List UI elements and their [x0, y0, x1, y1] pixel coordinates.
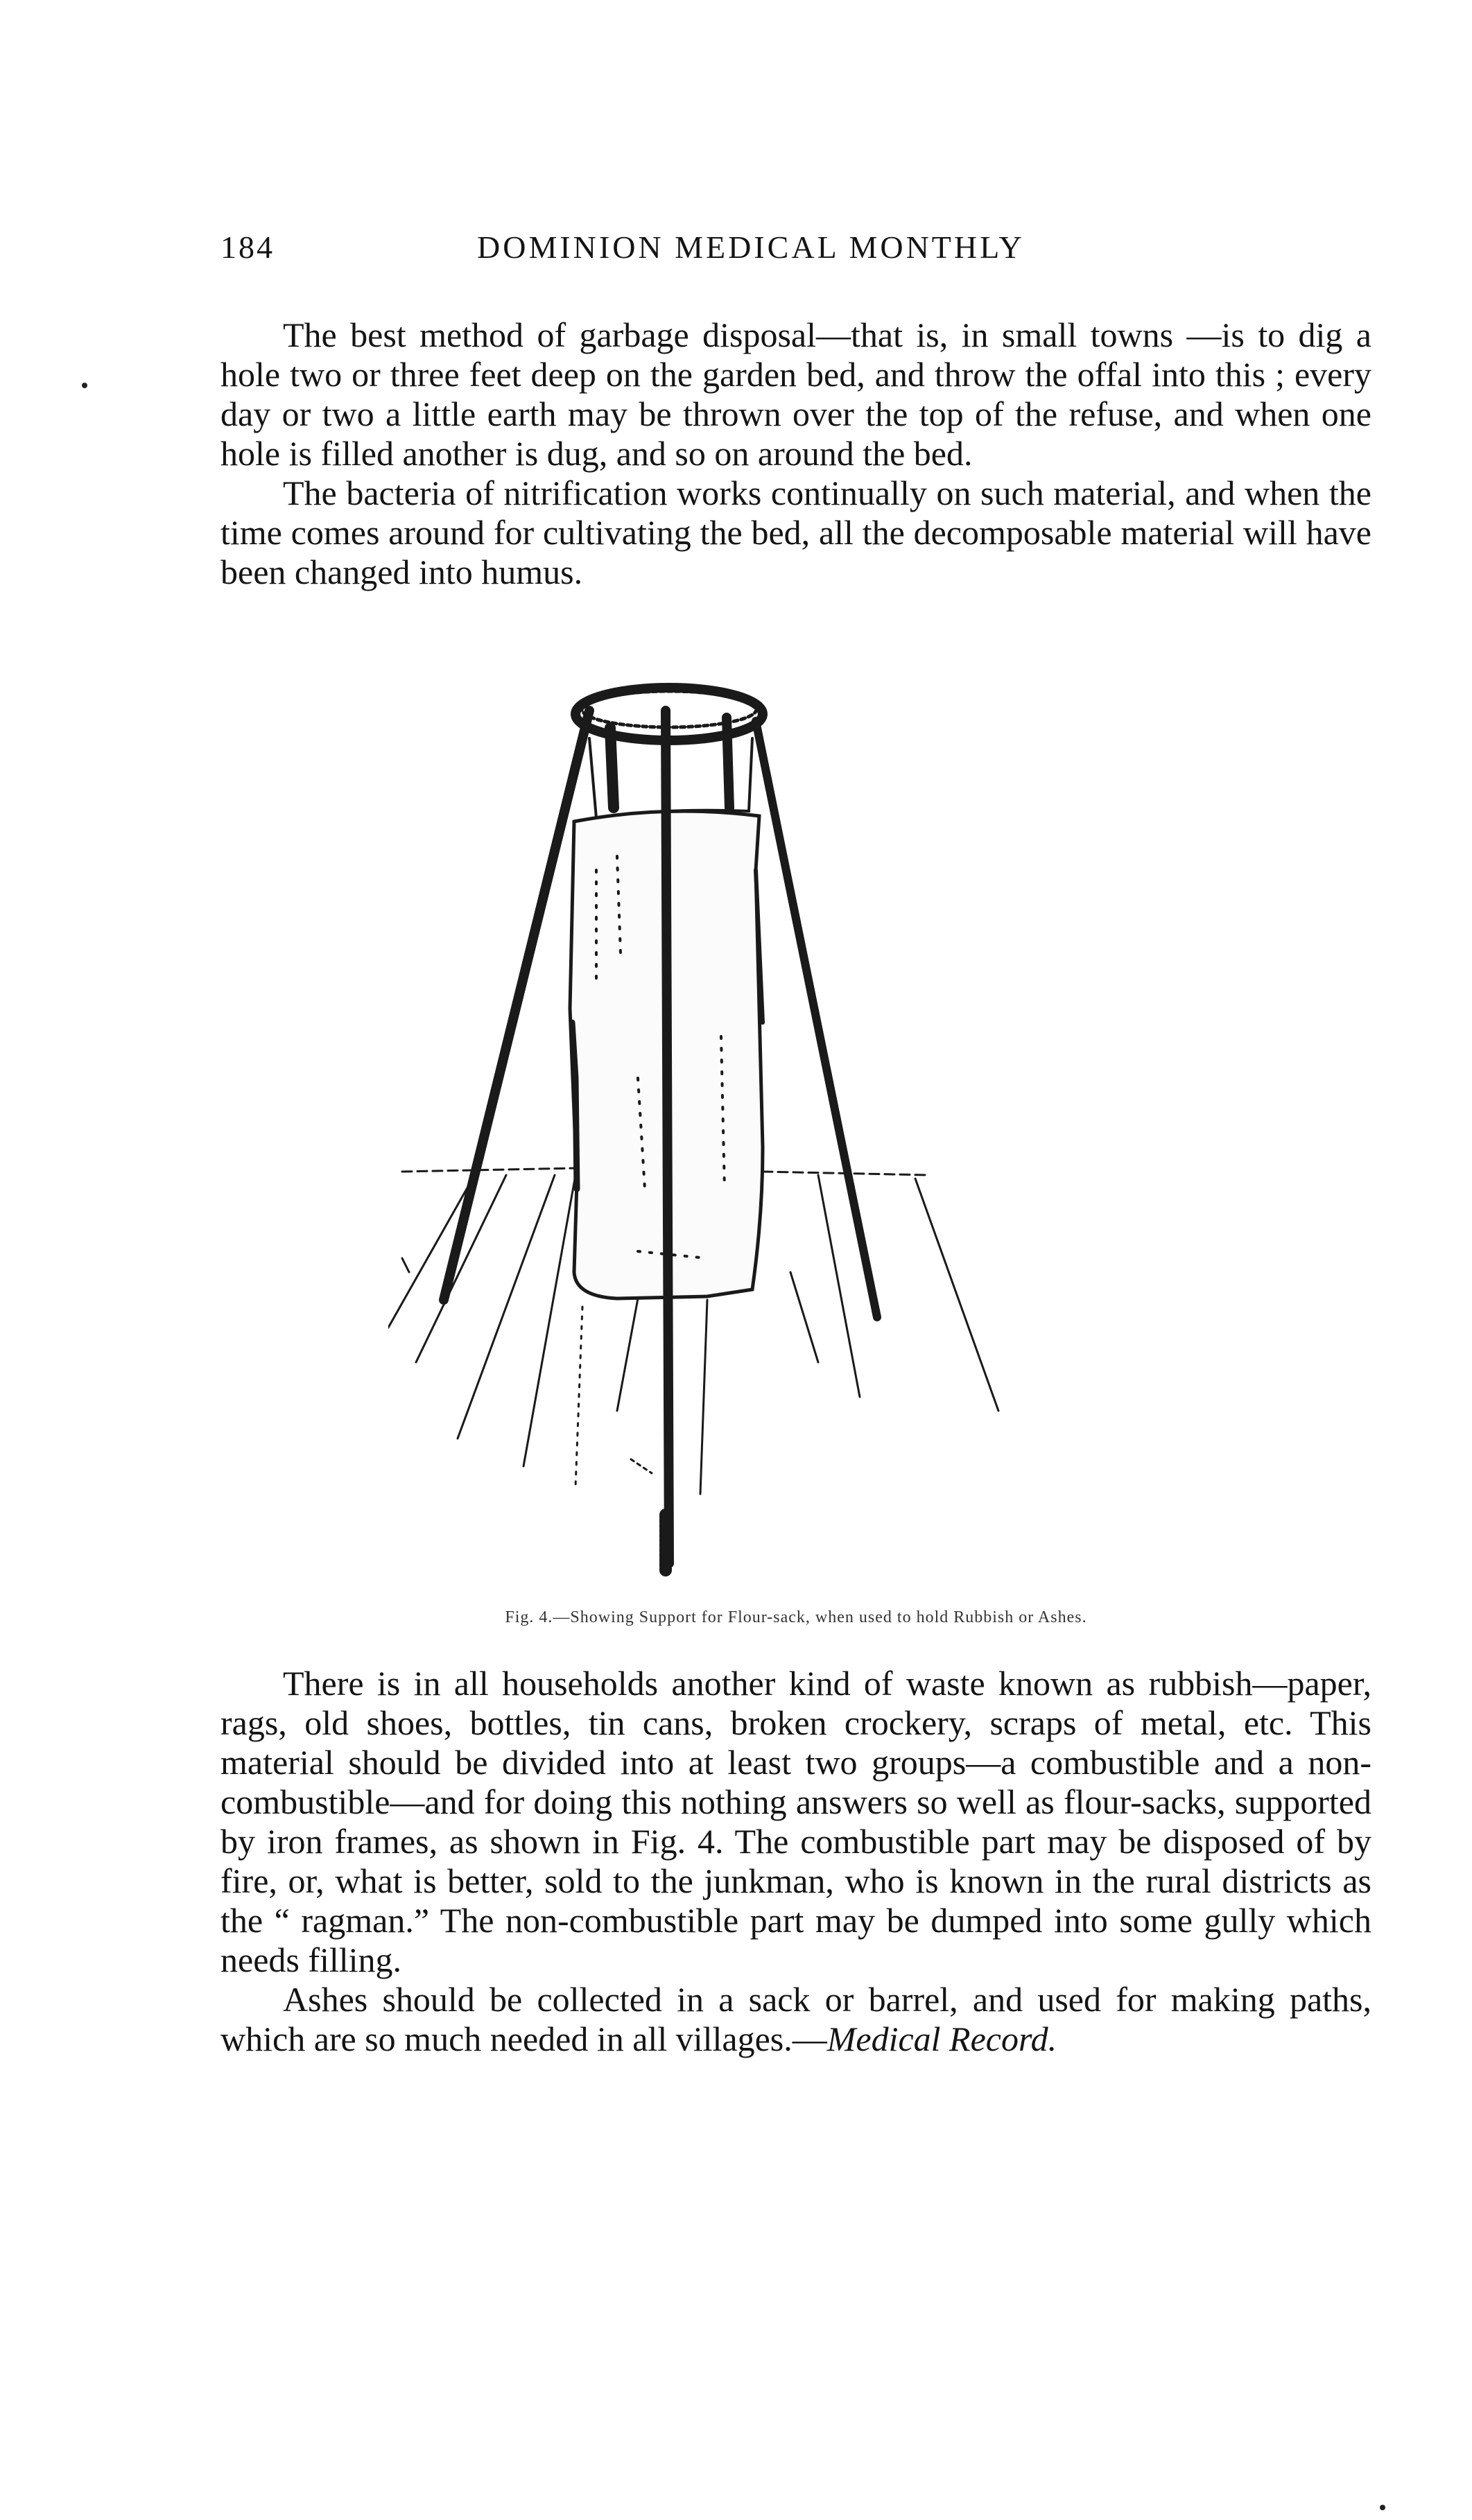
page-header	[220, 229, 1371, 277]
paragraph-garbage-disposal: The best method of garbage disposal—that is, in small towns —is to dig a hole two or three feet deep on the garden bed, and throw the offal into this ; every day or two a little earth may be thrown over the top of the refuse, and when one hole is filled another is dug, and so on around the bed.	[220, 315, 1371, 473]
stray-ink-dot-bottom	[1380, 2505, 1385, 2510]
paragraph-rubbish: There is in all households another kind of waste known as rubbish—paper, rags, old shoes, bottles, tin cans, broken crockery, scraps of metal, etc. This material should be divided into at least two groups—a combustible and a non-combustible—and for doing this nothing answers so well as flour-sacks, supported by iron frames, as shown in Fig. 4. The combustible part may be disposed of by fire, or, what is better, sold to the junkman, who is known in the rural districts as the “ ragman.” The non-combustible part may be dumped into some gully which needs filling.	[220, 1664, 1371, 1979]
bottom-text-block	[220, 1664, 1371, 2059]
figure-caption: Fig. 4.—Showing Support for Flour-sack, when used to hold Rubbish or Ashes.	[505, 1608, 1087, 1626]
paragraph-ashes	[220, 1980, 1371, 2059]
running-title: DOMINION MEDICAL MONTHLY	[477, 229, 1025, 265]
citation-medical-record: Medical Record.	[826, 2019, 1057, 2058]
ashes-text: Ashes should be collected in a sack or barrel, and used for making paths, which are so much needed in all villages.—	[220, 1980, 1371, 2058]
page-number: 184	[220, 229, 275, 265]
stray-ink-dot	[82, 383, 87, 388]
paragraph-nitrification: The bacteria of nitrification works continually on such material, and when the time comes around for cultivating the bed, all the decomposable material will have been changed into humus.	[220, 473, 1371, 591]
flour-sack-illustration	[388, 662, 1193, 1605]
figure-flour-sack-support	[388, 662, 1193, 1605]
top-text-block	[220, 315, 1371, 592]
